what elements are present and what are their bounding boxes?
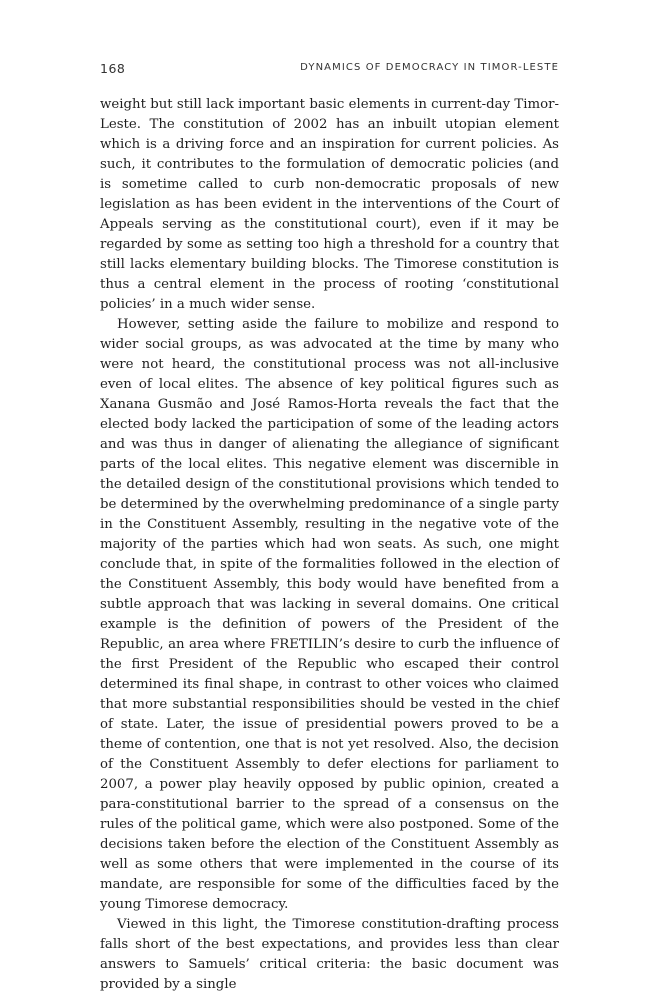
paragraph-1: weight but still lack important basic elements in current-day Timor-Leste. The constitution of 2002 has an inbuilt utopian element which is a driving force and an inspiration for current policies. As such, it contributes to the formulation of democratic policies (and is sometime called to curb non-democratic proposals of new legislation as has been evident in the interventions of the Court of Appeals serving as the constitutional court), even if it may be regarded by some as setting too high a threshold for a country that still lacks elementary building blocks. The Timorese constitution is thus a central element in the process of rooting ‘constitutional policies’ in a much wider sense.: [100, 97, 559, 312]
running-title: DYNAMICS OF DEMOCRACY IN TIMOR-LESTE: [300, 62, 559, 73]
paragraph-3: Viewed in this light, the Timorese constitution-drafting process falls short of the best expectations, and provides less than clear answers to Samuels’ critical criteria: the basic document was provided by a single: [100, 917, 559, 992]
running-header: [100, 60, 559, 80]
page-number: 168: [100, 61, 126, 76]
paragraph-2: However, setting aside the failure to mobilize and respond to wider social groups, as was advocated at the time by many who were not heard, the constitutional process was not all-inclusive even of local elites. The absence of key political figures such as Xanana Gusmão and José Ramos-Horta reveals the fact that the elected body lacked the participation of some of the leading actors and was thus in danger of alienating the allegiance of significant parts of the local elites. This negative element was discernible in the detailed design of the constitutional provisions which tended to be determined by the overwhelming predominance of a single party in the Constituent Assembly, resulting in the negative vote of the majority of the parties which had won seats. As such, one might conclude that, in spite of the formalities followed in the election of the Constituent Assembly, this body would have benefited from a subtle approach that was lacking in several domains. One critical example is the definition of powers of the President of the Republic, an area where FRETILIN’s desire to curb the influence of the first President of the Republic who escaped their control determined its final shape, in contrast to other voices who claimed that more substantial responsibilities should be vested in the chief of state. Later, the issue of presidential powers proved to be a theme of contention, one that is not yet resolved. Also, the decision of the Constituent Assembly to defer elections for parliament to 2007, a power play heavily opposed by public opinion, created a para-constitutional barrier to the spread of a consensus on the rules of the political game, which were also postponed. Some of the decisions taken before the election of the Constituent Assembly as well as some others that were implemented in the course of its mandate, are responsible for some of the difficulties faced by the young Timorese democracy.: [100, 317, 559, 912]
body-text: [100, 95, 559, 995]
